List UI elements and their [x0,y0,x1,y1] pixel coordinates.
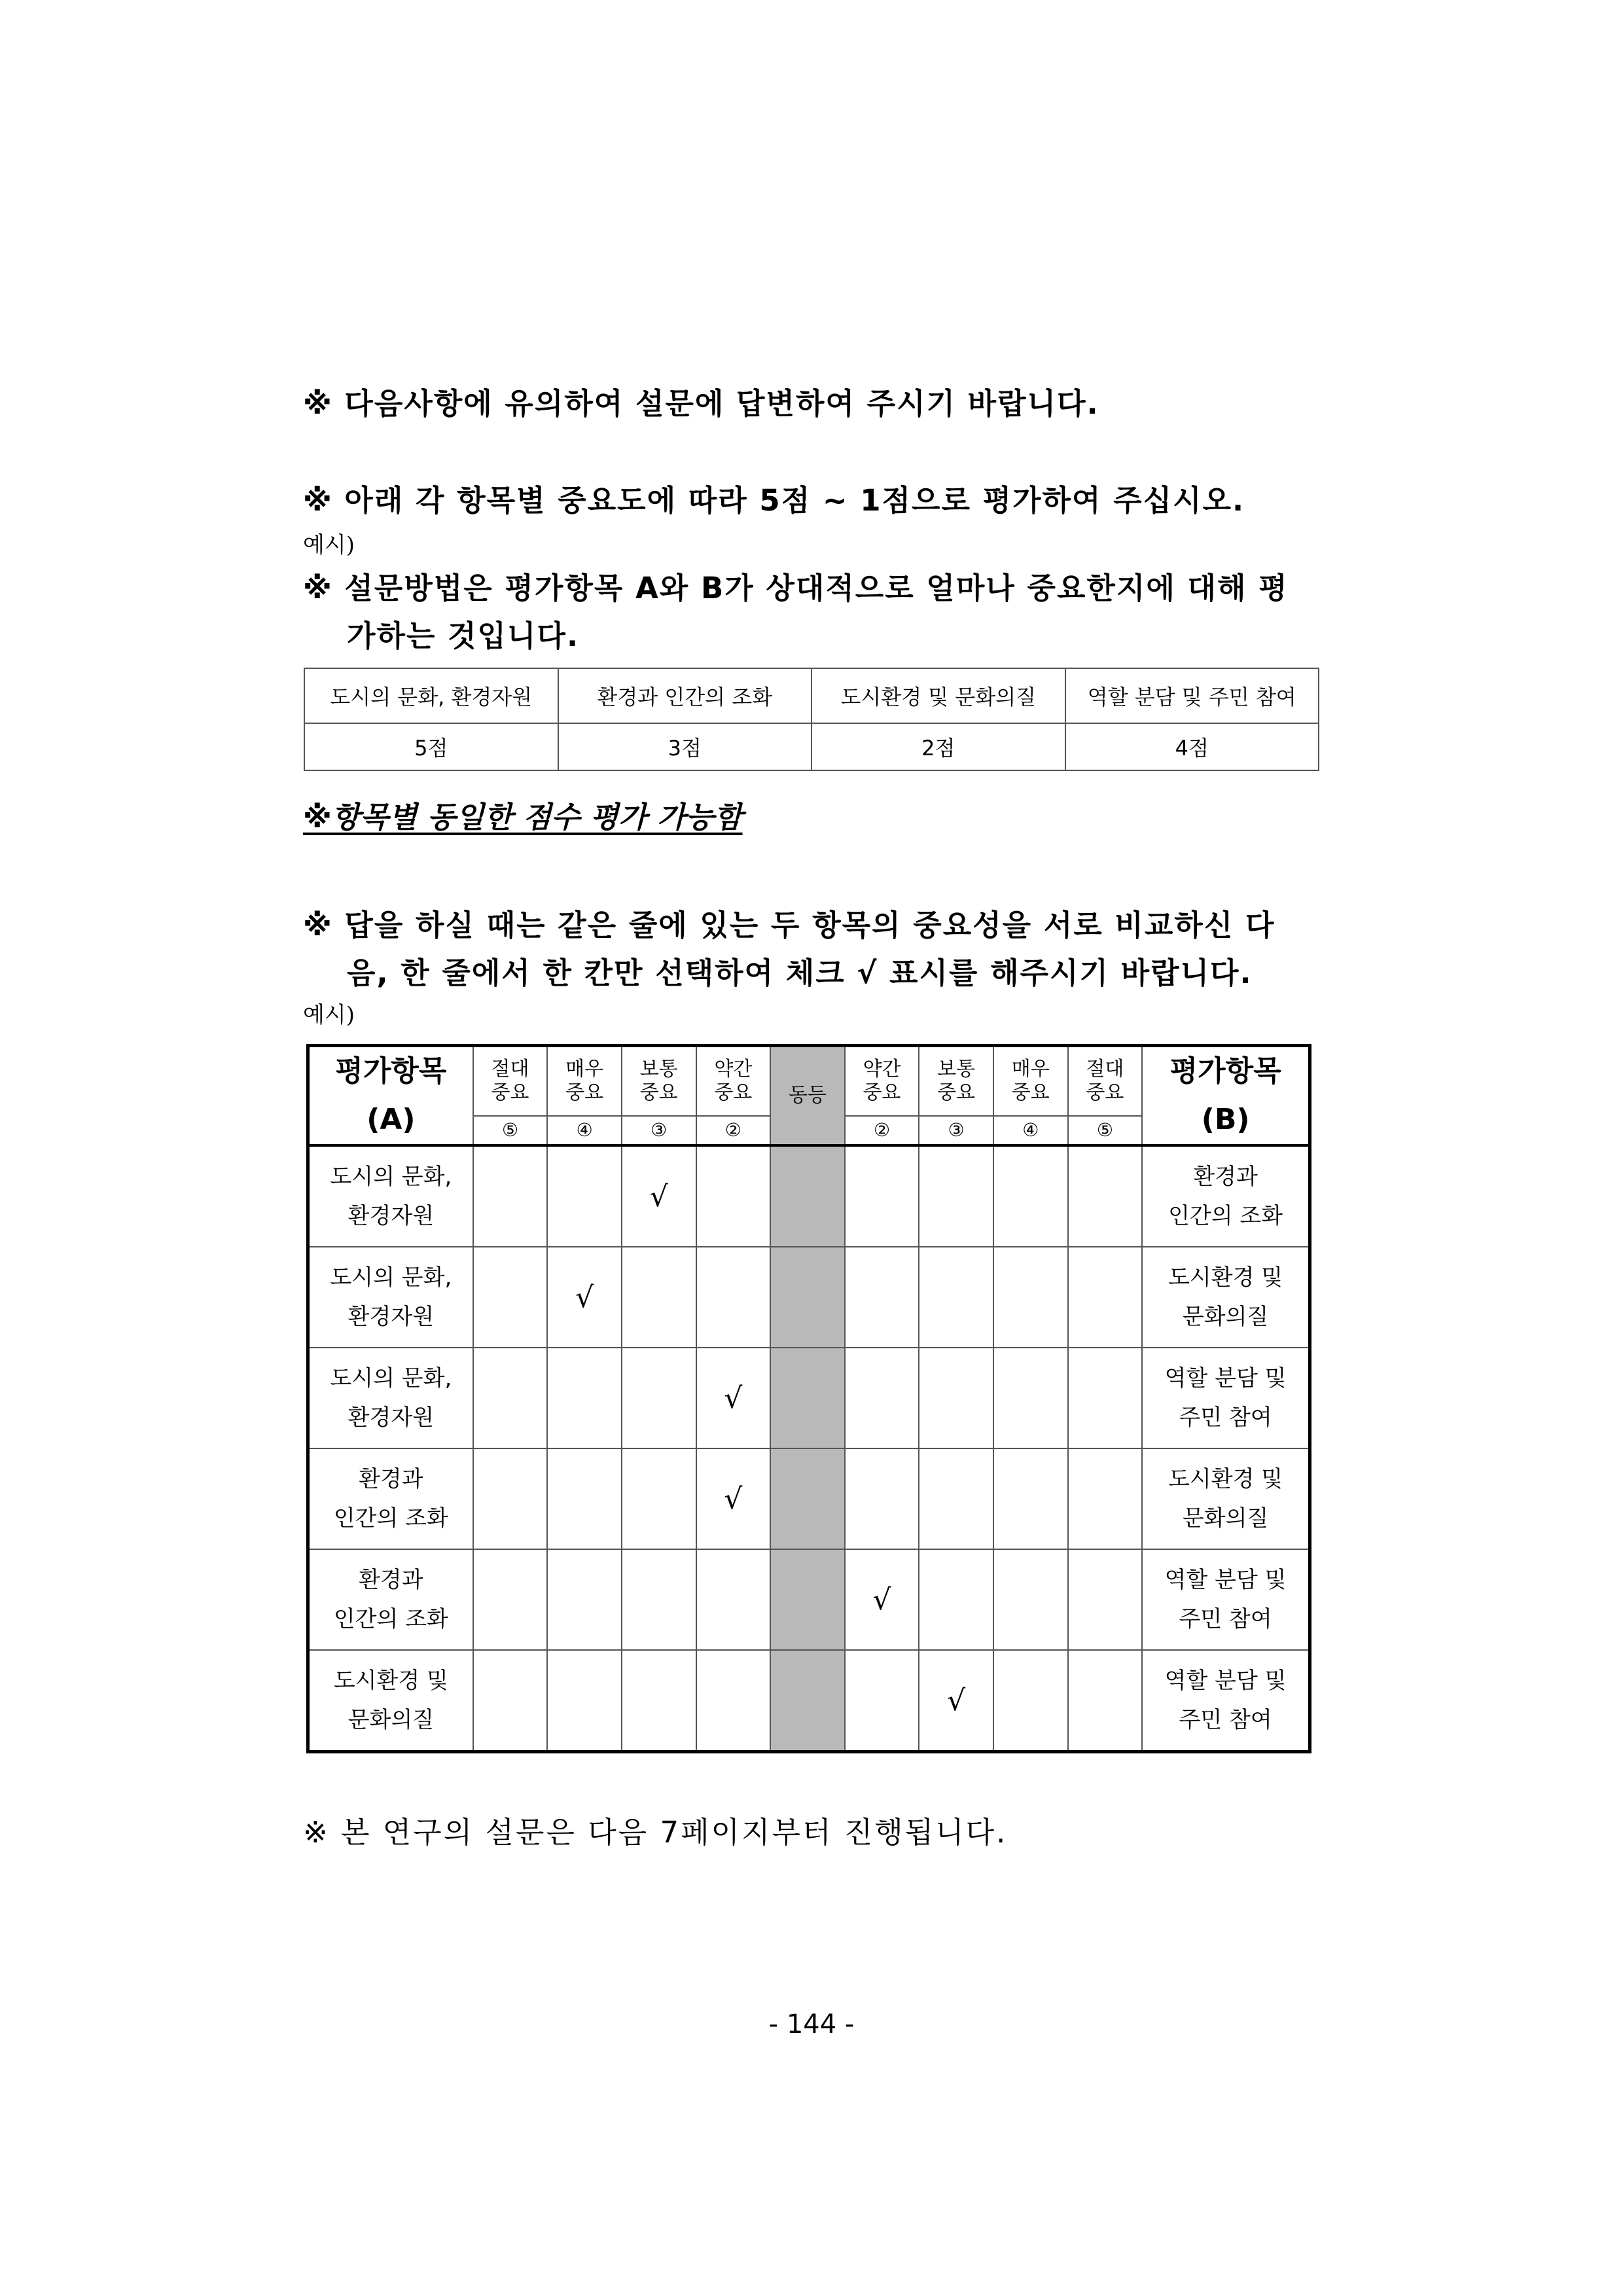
score-value-cell: 5점 [304,723,558,770]
scale-cell[interactable] [473,1348,548,1448]
scale-cell[interactable] [993,1145,1068,1247]
example-label-2: 예시) [303,1002,355,1028]
scale-cell[interactable] [845,1348,919,1448]
score-example-value-row [304,723,1319,770]
scale-cell[interactable] [845,1247,919,1348]
comparison-row [308,1247,1310,1348]
criterion-b-header-line1: 평가항목 [1169,1054,1281,1088]
scale-label-cell: 보통 중요 [622,1046,696,1117]
score-value-cell: 4점 [1065,723,1319,770]
scale-cell[interactable] [622,1650,696,1752]
scale-cell[interactable] [473,1145,548,1247]
scale-label-cell: 약간 중요 [845,1046,919,1117]
scale-cell[interactable] [473,1247,548,1348]
criterion-b-cell: 환경과 인간의 조화 [1142,1145,1310,1247]
check-mark-icon: √ [724,1381,743,1415]
criterion-a-header [308,1046,473,1146]
page-number: - 144 - [768,2009,855,2039]
example-label-1: 예시) [303,532,355,558]
criterion-a-header-line1: 평가항목 [335,1054,447,1088]
scale-cell[interactable] [993,1348,1068,1448]
score-header-cell: 역할 분담 및 주민 참여 [1065,668,1319,723]
scale-cell[interactable] [547,1448,622,1549]
check-mark-icon: √ [575,1280,594,1314]
comparison-row [308,1549,1310,1650]
scale-cell[interactable] [622,1549,696,1650]
score-header-cell: 도시환경 및 문화의질 [812,668,1065,723]
score-example-table [304,668,1319,771]
scale-cell[interactable] [919,1650,993,1752]
comparison-row [308,1348,1310,1448]
instruction-note-3-line2: 가하는 것입니다. [347,619,580,653]
scale-number: ③ [622,1116,696,1145]
instruction-note-4-line2: 음, 한 줄에서 한 칸만 선택하여 체크 √ 표시를 해주시기 바랍니다. [347,956,1253,990]
equal-scale-cell[interactable] [770,1448,845,1549]
scale-label-equal: 동등 [770,1046,845,1146]
scale-number: ③ [919,1116,993,1145]
criterion-b-cell: 역할 분담 및 주민 참여 [1142,1348,1310,1448]
criterion-b-cell: 도시환경 및 문화의질 [1142,1247,1310,1348]
scale-cell[interactable] [547,1549,622,1650]
scale-number: ② [845,1116,919,1145]
scale-cell[interactable] [622,1145,696,1247]
scale-number: ② [696,1116,771,1145]
scale-label-cell: 보통 중요 [919,1046,993,1117]
scale-cell[interactable] [845,1650,919,1752]
scale-cell[interactable] [1068,1549,1143,1650]
equal-scale-cell[interactable] [770,1549,845,1650]
check-mark-icon: √ [872,1583,891,1617]
criterion-a-cell: 환경과 인간의 조화 [308,1448,473,1549]
instruction-note-1: ※ 다음사항에 유의하여 설문에 답변하여 주시기 바랍니다. [303,386,1099,421]
scale-cell[interactable] [696,1247,771,1348]
criterion-a-header-line2: (A) [366,1103,416,1136]
score-header-cell: 도시의 문화, 환경자원 [304,668,558,723]
scale-cell[interactable] [1068,1145,1143,1247]
criterion-b-header-line2: (B) [1201,1103,1250,1136]
scale-cell[interactable] [845,1145,919,1247]
equal-score-note: ※항목별 동일한 점수 평가 가능함 [303,800,743,834]
check-mark-icon: √ [649,1179,668,1213]
scale-cell[interactable] [993,1448,1068,1549]
criterion-b-cell: 역할 분담 및 주민 참여 [1142,1650,1310,1752]
equal-scale-cell[interactable] [770,1348,845,1448]
scale-cell[interactable] [696,1348,771,1448]
scale-cell[interactable] [1068,1448,1143,1549]
comparison-row [308,1448,1310,1549]
scale-cell[interactable] [993,1549,1068,1650]
pairwise-comparison-table [306,1044,1311,1753]
scale-number: ⑤ [473,1116,548,1145]
scale-cell[interactable] [547,1650,622,1752]
score-value-cell: 3점 [558,723,812,770]
final-note: ※ 본 연구의 설문은 다음 7페이지부터 진행됩니다. [303,1815,1008,1850]
scale-cell[interactable] [919,1448,993,1549]
criterion-b-cell: 역할 분담 및 주민 참여 [1142,1549,1310,1650]
scale-number: ④ [547,1116,622,1145]
scale-label-cell: 약간 중요 [696,1046,771,1117]
scale-cell[interactable] [473,1650,548,1752]
equal-scale-cell[interactable] [770,1247,845,1348]
scale-cell[interactable] [696,1549,771,1650]
scale-cell[interactable] [622,1348,696,1448]
criterion-a-cell: 도시의 문화, 환경자원 [308,1145,473,1247]
check-mark-icon: √ [947,1683,966,1717]
scale-cell[interactable] [993,1650,1068,1752]
scale-cell[interactable] [919,1348,993,1448]
criterion-a-cell: 도시의 문화, 환경자원 [308,1348,473,1448]
instruction-note-2: ※ 아래 각 항목별 중요도에 따라 5점 ~ 1점으로 평가하여 주십시오. [303,483,1245,518]
scale-cell[interactable] [696,1650,771,1752]
scale-label-cell: 절대 중요 [1068,1046,1143,1117]
scale-label-cell: 매우 중요 [547,1046,622,1117]
scale-cell[interactable] [473,1549,548,1650]
scale-cell[interactable] [547,1348,622,1448]
scale-cell[interactable] [696,1145,771,1247]
scale-cell[interactable] [622,1448,696,1549]
score-example-header-row [304,668,1319,723]
scale-label-cell: 매우 중요 [993,1046,1068,1117]
scale-cell[interactable] [845,1549,919,1650]
criterion-a-cell: 도시환경 및 문화의질 [308,1650,473,1752]
scale-label-cell: 절대 중요 [473,1046,548,1117]
score-header-cell: 환경과 인간의 조화 [558,668,812,723]
comparison-row [308,1650,1310,1752]
scale-cell[interactable] [1068,1650,1143,1752]
criterion-b-cell: 도시환경 및 문화의질 [1142,1448,1310,1549]
scale-cell[interactable] [696,1448,771,1549]
scale-cell[interactable] [547,1145,622,1247]
criterion-a-cell: 환경과 인간의 조화 [308,1549,473,1650]
instruction-note-3-line1: ※ 설문방법은 평가항목 A와 B가 상대적으로 얼마나 중요한지에 대해 평 [303,571,1289,605]
scale-cell[interactable] [845,1448,919,1549]
scale-number: ④ [993,1116,1068,1145]
criterion-a-cell: 도시의 문화, 환경자원 [308,1247,473,1348]
score-value-cell: 2점 [812,723,1065,770]
scale-cell[interactable] [919,1247,993,1348]
equal-scale-cell[interactable] [770,1145,845,1247]
scale-cell[interactable] [919,1145,993,1247]
scale-number: ⑤ [1068,1116,1143,1145]
comparison-row [308,1145,1310,1247]
scale-cell[interactable] [1068,1247,1143,1348]
scale-cell[interactable] [1068,1348,1143,1448]
equal-scale-cell[interactable] [770,1650,845,1752]
scale-cell[interactable] [622,1247,696,1348]
scale-cell[interactable] [473,1448,548,1549]
criterion-b-header [1142,1046,1310,1146]
scale-cell[interactable] [993,1247,1068,1348]
scale-cell[interactable] [547,1247,622,1348]
scale-cell[interactable] [919,1549,993,1650]
check-mark-icon: √ [724,1482,743,1516]
instruction-note-4-line1: ※ 답을 하실 때는 같은 줄에 있는 두 항목의 중요성을 서로 비교하신 다 [303,908,1275,942]
